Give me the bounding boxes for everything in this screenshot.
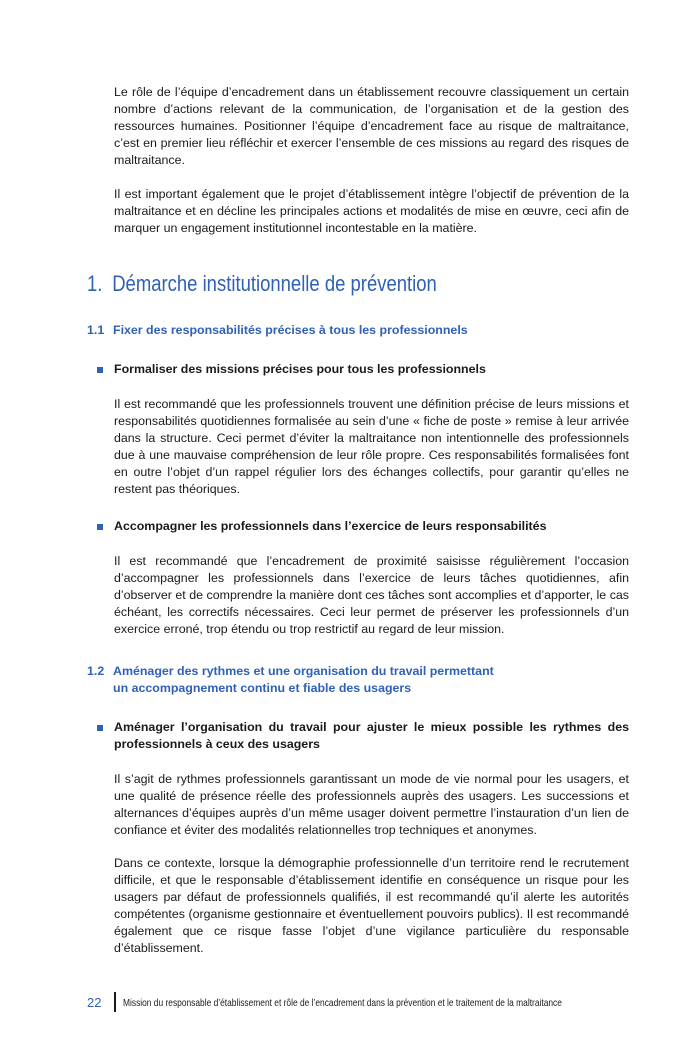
page-footer xyxy=(87,992,607,1012)
subsection-1-2-title-line-2: un accompagnement continu et fiable des usagers xyxy=(113,680,412,695)
item-heading-text: Aménager l’organisation du travail pour ajuster le mieux possible les rythmes des professionnels à ceux des usagers xyxy=(114,720,629,751)
subsection-1-2-number: 1.2 xyxy=(87,664,105,678)
subsection-1-1-heading xyxy=(87,322,613,339)
item-heading-accompagner xyxy=(97,518,629,535)
footer-title: Mission du responsable d’établissement et rôle de l’encadrement dans la prévention et le traitement de la maltraitance xyxy=(123,997,562,1009)
intro-paragraph-2: Il est important également que le projet d’établissement intègre l’objectif de prévention de la maltraitance et en décline les principales actions et modalités de mise en œuvre, ceci afin de marquer un engagement institutionnel incontestable en la matière. xyxy=(114,187,629,235)
footer-divider xyxy=(114,992,116,1012)
subsection-1-1-number: 1.1 xyxy=(87,323,105,337)
item-paragraph-amenager-1: Il s’agit de rythmes professionnels garantissant un mode de vie normal pour les usagers, et une qualité de présence réelle des professionnels auprès des usagers. Les successions et alternances d’équipes auprès d’un même usager doivent permettre l’instauration d’un lien de confiance et éviter des modalités relationnelles trop techniques et anonymes. xyxy=(114,772,629,837)
item-heading-formaliser xyxy=(97,361,629,378)
page-number: 22 xyxy=(87,995,102,1010)
section-1-title: Démarche institutionnelle de prévention xyxy=(112,271,437,296)
section-1-number: 1. xyxy=(87,271,103,296)
item-paragraph-accompagner: Il est recommandé que l’encadrement de proximité saisisse régulièrement l’occasion d’accompagner les professionnels dans l’exercice de leurs tâches quotidiennes, afin d’observer et de comprendre la manière dont ces tâches sont accomplies et d’apporter, le cas échéant, les correctifs nécessaires. Ceci leur permet de préserver les professionnels d’un exercice erroné, trop étendu ou trop restrictif au regard de leur mission. xyxy=(114,554,629,636)
square-bullet-icon xyxy=(97,524,103,530)
item-paragraph-amenager-2: Dans ce contexte, lorsque la démographie professionnelle d’un territoire rend le recrutement difficile, et que le responsable d’établissement identifie en conséquence un risque pour les usagers par défaut de professionnels qualifiés, il est recommandé qu’il alerte les autorités compétentes (organisme gestionnaire et éventuellement pouvoirs publics). Il est recommandé également que ce risque fasse l’objet d’une vigilance particulière du responsable d’établissement. xyxy=(114,856,629,955)
subsection-1-2-heading xyxy=(87,663,613,697)
item-heading-text: Formaliser des missions précises pour tous les professionnels xyxy=(114,362,486,376)
intro-paragraph-1: Le rôle de l’équipe d’encadrement dans un établissement recouvre classiquement un certain nombre d’actions relevant de la communication, de l’organisation et de la gestion des ressources humaines. Positionner l’équipe d’encadrement face au risque de maltraitance, c’est en premier lieu réfléchir et exercer l’ensemble de ces missions au regard des risques de maltraitance. xyxy=(114,85,629,167)
section-1-heading xyxy=(87,270,524,298)
item-heading-amenager xyxy=(97,719,629,753)
subsection-1-2-title-line-1: Aménager des rythmes et une organisation du travail permettant xyxy=(113,664,494,678)
item-paragraph-formaliser: Il est recommandé que les professionnels trouvent une définition précise de leurs missions et responsabilités quotidiennes formalisée au sein d’une « fiche de poste » remise à leur arrivée dans la structure. Ceci permet d’éviter la maltraitance non intentionnelle des professionnels due à une mauvaise compréhension de leur rôle propre. Ces responsabilités formalisées font en outre l’objet d’un rappel régulier lors des échanges collectifs, pour garantir qu’elles ne restent pas théoriques. xyxy=(114,397,629,496)
square-bullet-icon xyxy=(97,367,103,373)
square-bullet-icon xyxy=(97,725,103,731)
item-heading-text: Accompagner les professionnels dans l’exercice de leurs responsabilités xyxy=(114,519,547,533)
subsection-1-1-title: Fixer des responsabilités précises à tous les professionnels xyxy=(113,323,468,337)
